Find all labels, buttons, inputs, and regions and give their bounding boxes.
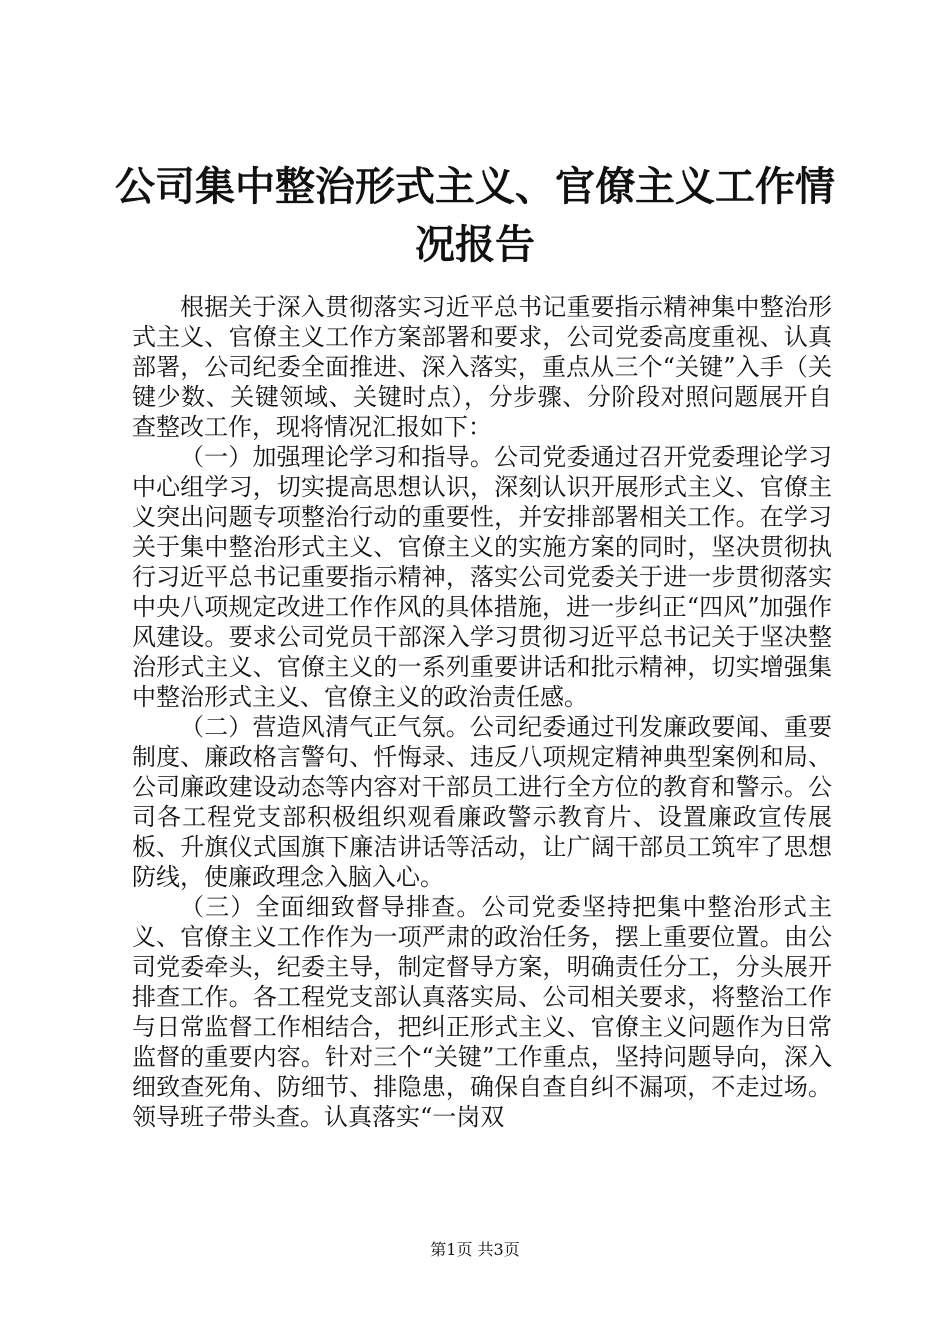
paragraph-section-2: （二）营造风清气正气氛。公司纪委通过刊发廉政要闻、重要制度、廉政格言警句、忏悔录、违反八项规定精神典型案例和局、公司廉政建设动态等内容对干部员工进行全方位的教育和警示。公司各工程党支部积极组织观看廉政警示教育片、设置廉政宣传展板、升旗仪式国旗下廉洁讲话等活动，让广阔干部员工筑牢了思想防线，使廉政理念入脑入心。 [132, 713, 832, 891]
paragraph-section-3: （三）全面细致督导排查。公司党委坚持把集中整治形式主义、官僚主义工作作为一项严肃的政治任务，摆上重要位置。由公司党委牵头，纪委主导，制定督导方案，明确责任分工，分头展开排查工作。各工程党支部认真落实局、公司相关要求，将整治工作与日常监督工作相结合，把纠正形式主义、官僚主义问题作为日常监督的重要内容。针对三个“关键”工作重点，坚持问题导向，深入细致查死角、防细节、排隐患，确保自查自纠不漏项，不走过场。领导班子带头查。认真落实“一岗双 [132, 893, 832, 1131]
document-title: 公司集中整治形式主义、官僚主义工作情况报告 [115, 164, 835, 268]
document-body [132, 292, 832, 1132]
paragraph-section-1: （一）加强理论学习和指导。公司党委通过召开党委理论学习中心组学习，切实提高思想认识，深刻认识开展形式主义、官僚主义突出问题专项整治行动的重要性，并安排部署相关工作。在学习关于集中整治形式主义、官僚主义的实施方案的同时，坚决贯彻执行习近平总书记重要指示精神，落实公司党委关于进一步贯彻落实中央八项规定改进工作作风的具体措施，进一步纠正“四风”加强作风建设。要求公司党员干部深入学习贯彻习近平总书记关于坚决整治形式主义、官僚主义的一系列重要讲话和批示精神，切实增强集中整治形式主义、官僚主义的政治责任感。 [132, 443, 832, 711]
page-number: 第1页 共3页 [430, 1240, 520, 1259]
paragraph-intro: 根据关于深入贯彻落实习近平总书记重要指示精神集中整治形式主义、官僚主义工作方案部署和要求，公司党委高度重视、认真部署，公司纪委全面推进、深入落实，重点从三个“关键”入手（关键少数、关键领域、关键时点），分步骤、分阶段对照问题展开自查整改工作，现将情况汇报如下： [132, 293, 832, 441]
